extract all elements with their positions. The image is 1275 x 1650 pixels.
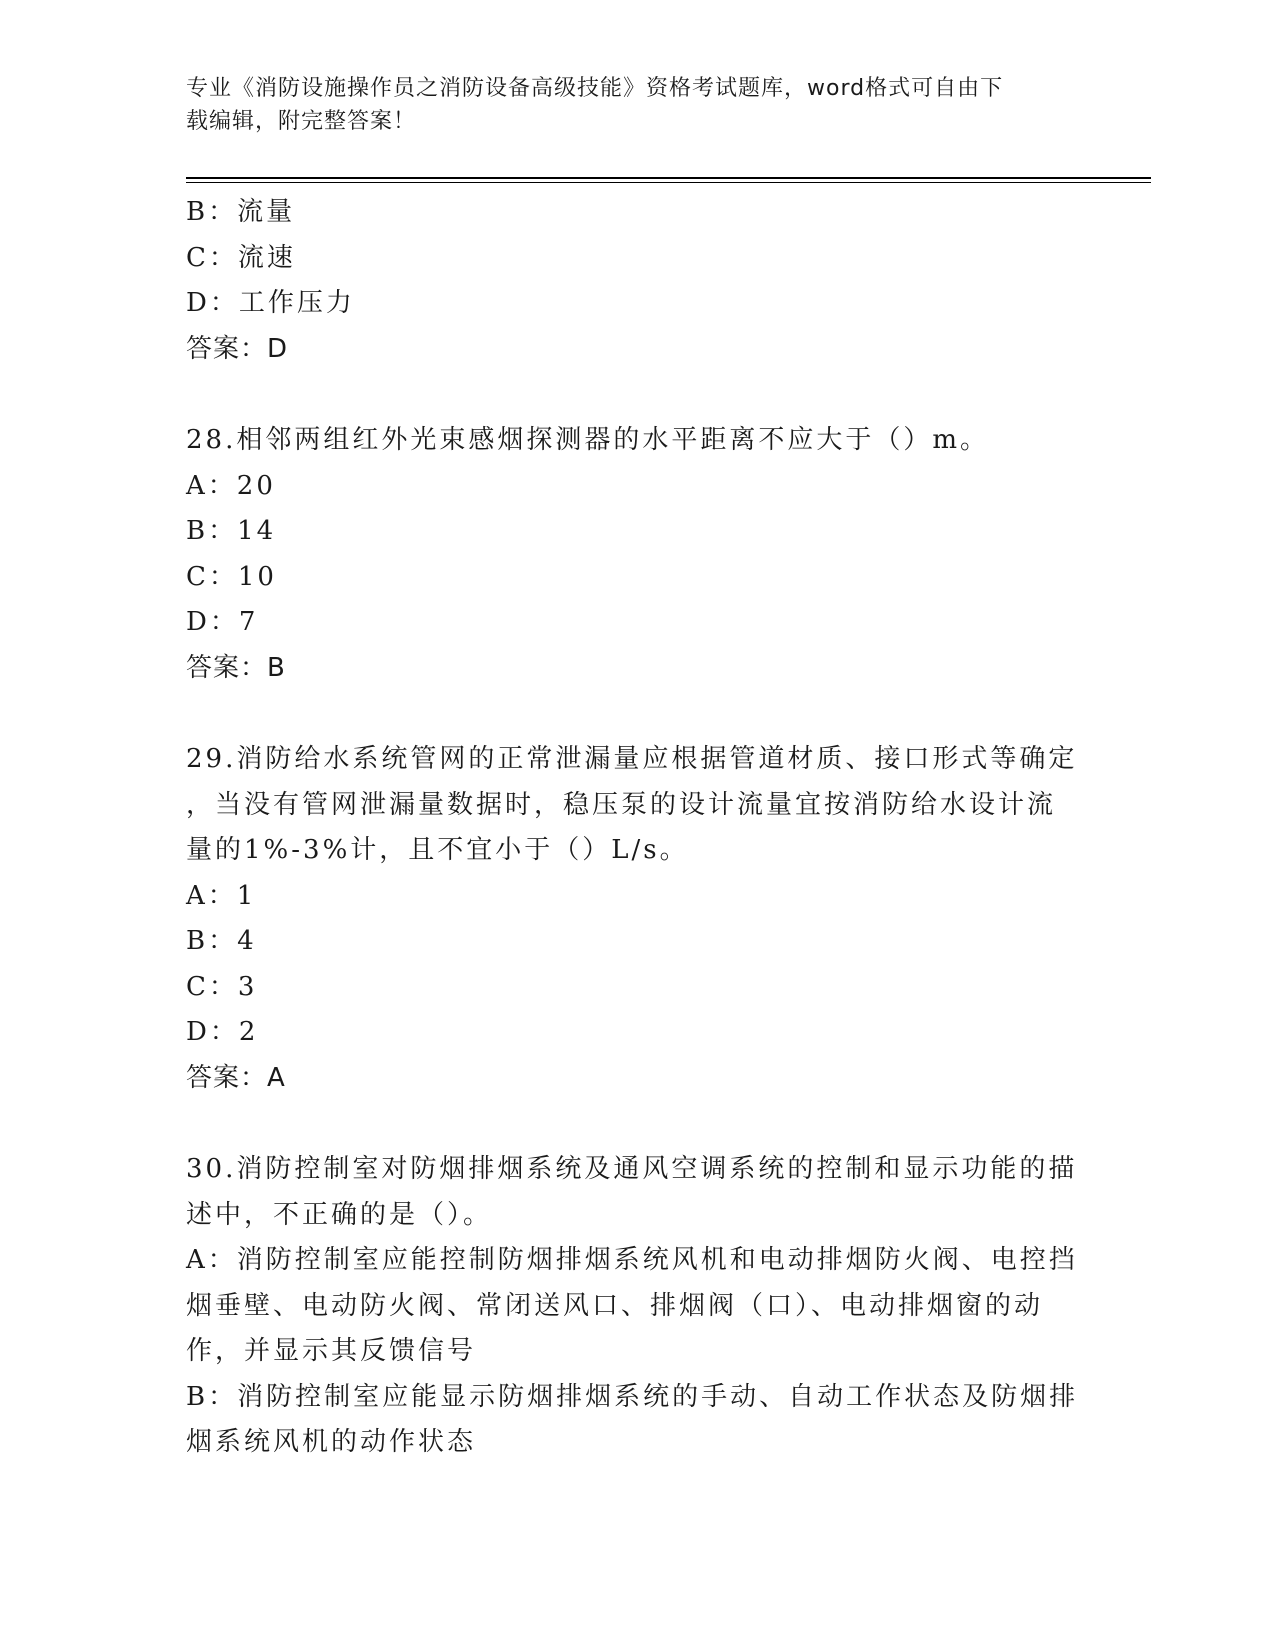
header-divider-thick <box>186 177 1151 179</box>
question-stem: 29.消防给水系统管网的正常泄漏量应根据管道材质、接口形式等确定 <box>186 744 1078 774</box>
question-stem: 述中，不正确的是（）。 <box>186 1199 493 1230</box>
answer-line: 答案：B <box>186 652 286 683</box>
question-29 <box>186 737 1086 1101</box>
question-stem: 30.消防控制室对防烟排烟系统及通风空调系统的控制和显示功能的描 <box>186 1154 1078 1184</box>
option-c: C：10 <box>186 561 277 592</box>
option-d: D：7 <box>186 607 259 637</box>
header-line-2: 载编辑，附完整答案！ <box>186 109 417 134</box>
question-stem: 28.相邻两组红外光束感烟探测器的水平距离不应大于（）m。 <box>186 425 990 455</box>
option-a: A：20 <box>186 470 276 501</box>
header-line-1: 专业《消防设施操作员之消防设备高级技能》资格考试题库，word格式可自由下 <box>186 76 1004 101</box>
question-28 <box>186 418 1086 691</box>
answer-line: 答案：D <box>186 333 289 364</box>
document-header <box>186 72 1066 138</box>
option-a: A：1 <box>186 880 257 911</box>
option-a: 作，并显示其反馈信号 <box>186 1336 477 1366</box>
spacer <box>186 372 1086 418</box>
option-c: C：3 <box>186 971 258 1002</box>
option-c: C：流速 <box>186 242 296 273</box>
question-stem: 量的1%-3%计，且不宜小于（）L/s。 <box>186 835 689 865</box>
option-a: 烟垂壁、电动防火阀、常闭送风口、排烟阀（口）、电动排烟窗的动 <box>186 1290 1044 1321</box>
option-b: 烟系统风机的动作状态 <box>186 1427 477 1457</box>
question-stem: ，当没有管网泄漏量数据时，稳压泵的设计流量宜按消防给水设计流 <box>186 789 1057 820</box>
spacer <box>186 1101 1086 1147</box>
spacer <box>186 691 1086 737</box>
option-b: B：流量 <box>186 197 296 227</box>
header-divider-thin <box>186 182 1151 183</box>
question-list <box>186 190 1086 1466</box>
option-d: D：工作压力 <box>186 288 355 318</box>
option-d: D：2 <box>186 1017 259 1047</box>
option-a: A：消防控制室应能控制防烟排烟系统风机和电动排烟防火阀、电控挡 <box>186 1245 1078 1275</box>
option-b: B：消防控制室应能显示防烟排烟系统的手动、自动工作状态及防烟排 <box>186 1381 1079 1412</box>
option-b: B：4 <box>186 926 257 956</box>
option-b: B：14 <box>186 516 277 546</box>
question-30 <box>186 1147 1086 1466</box>
answer-line: 答案：A <box>186 1062 286 1093</box>
question-27-continued <box>186 190 1086 372</box>
